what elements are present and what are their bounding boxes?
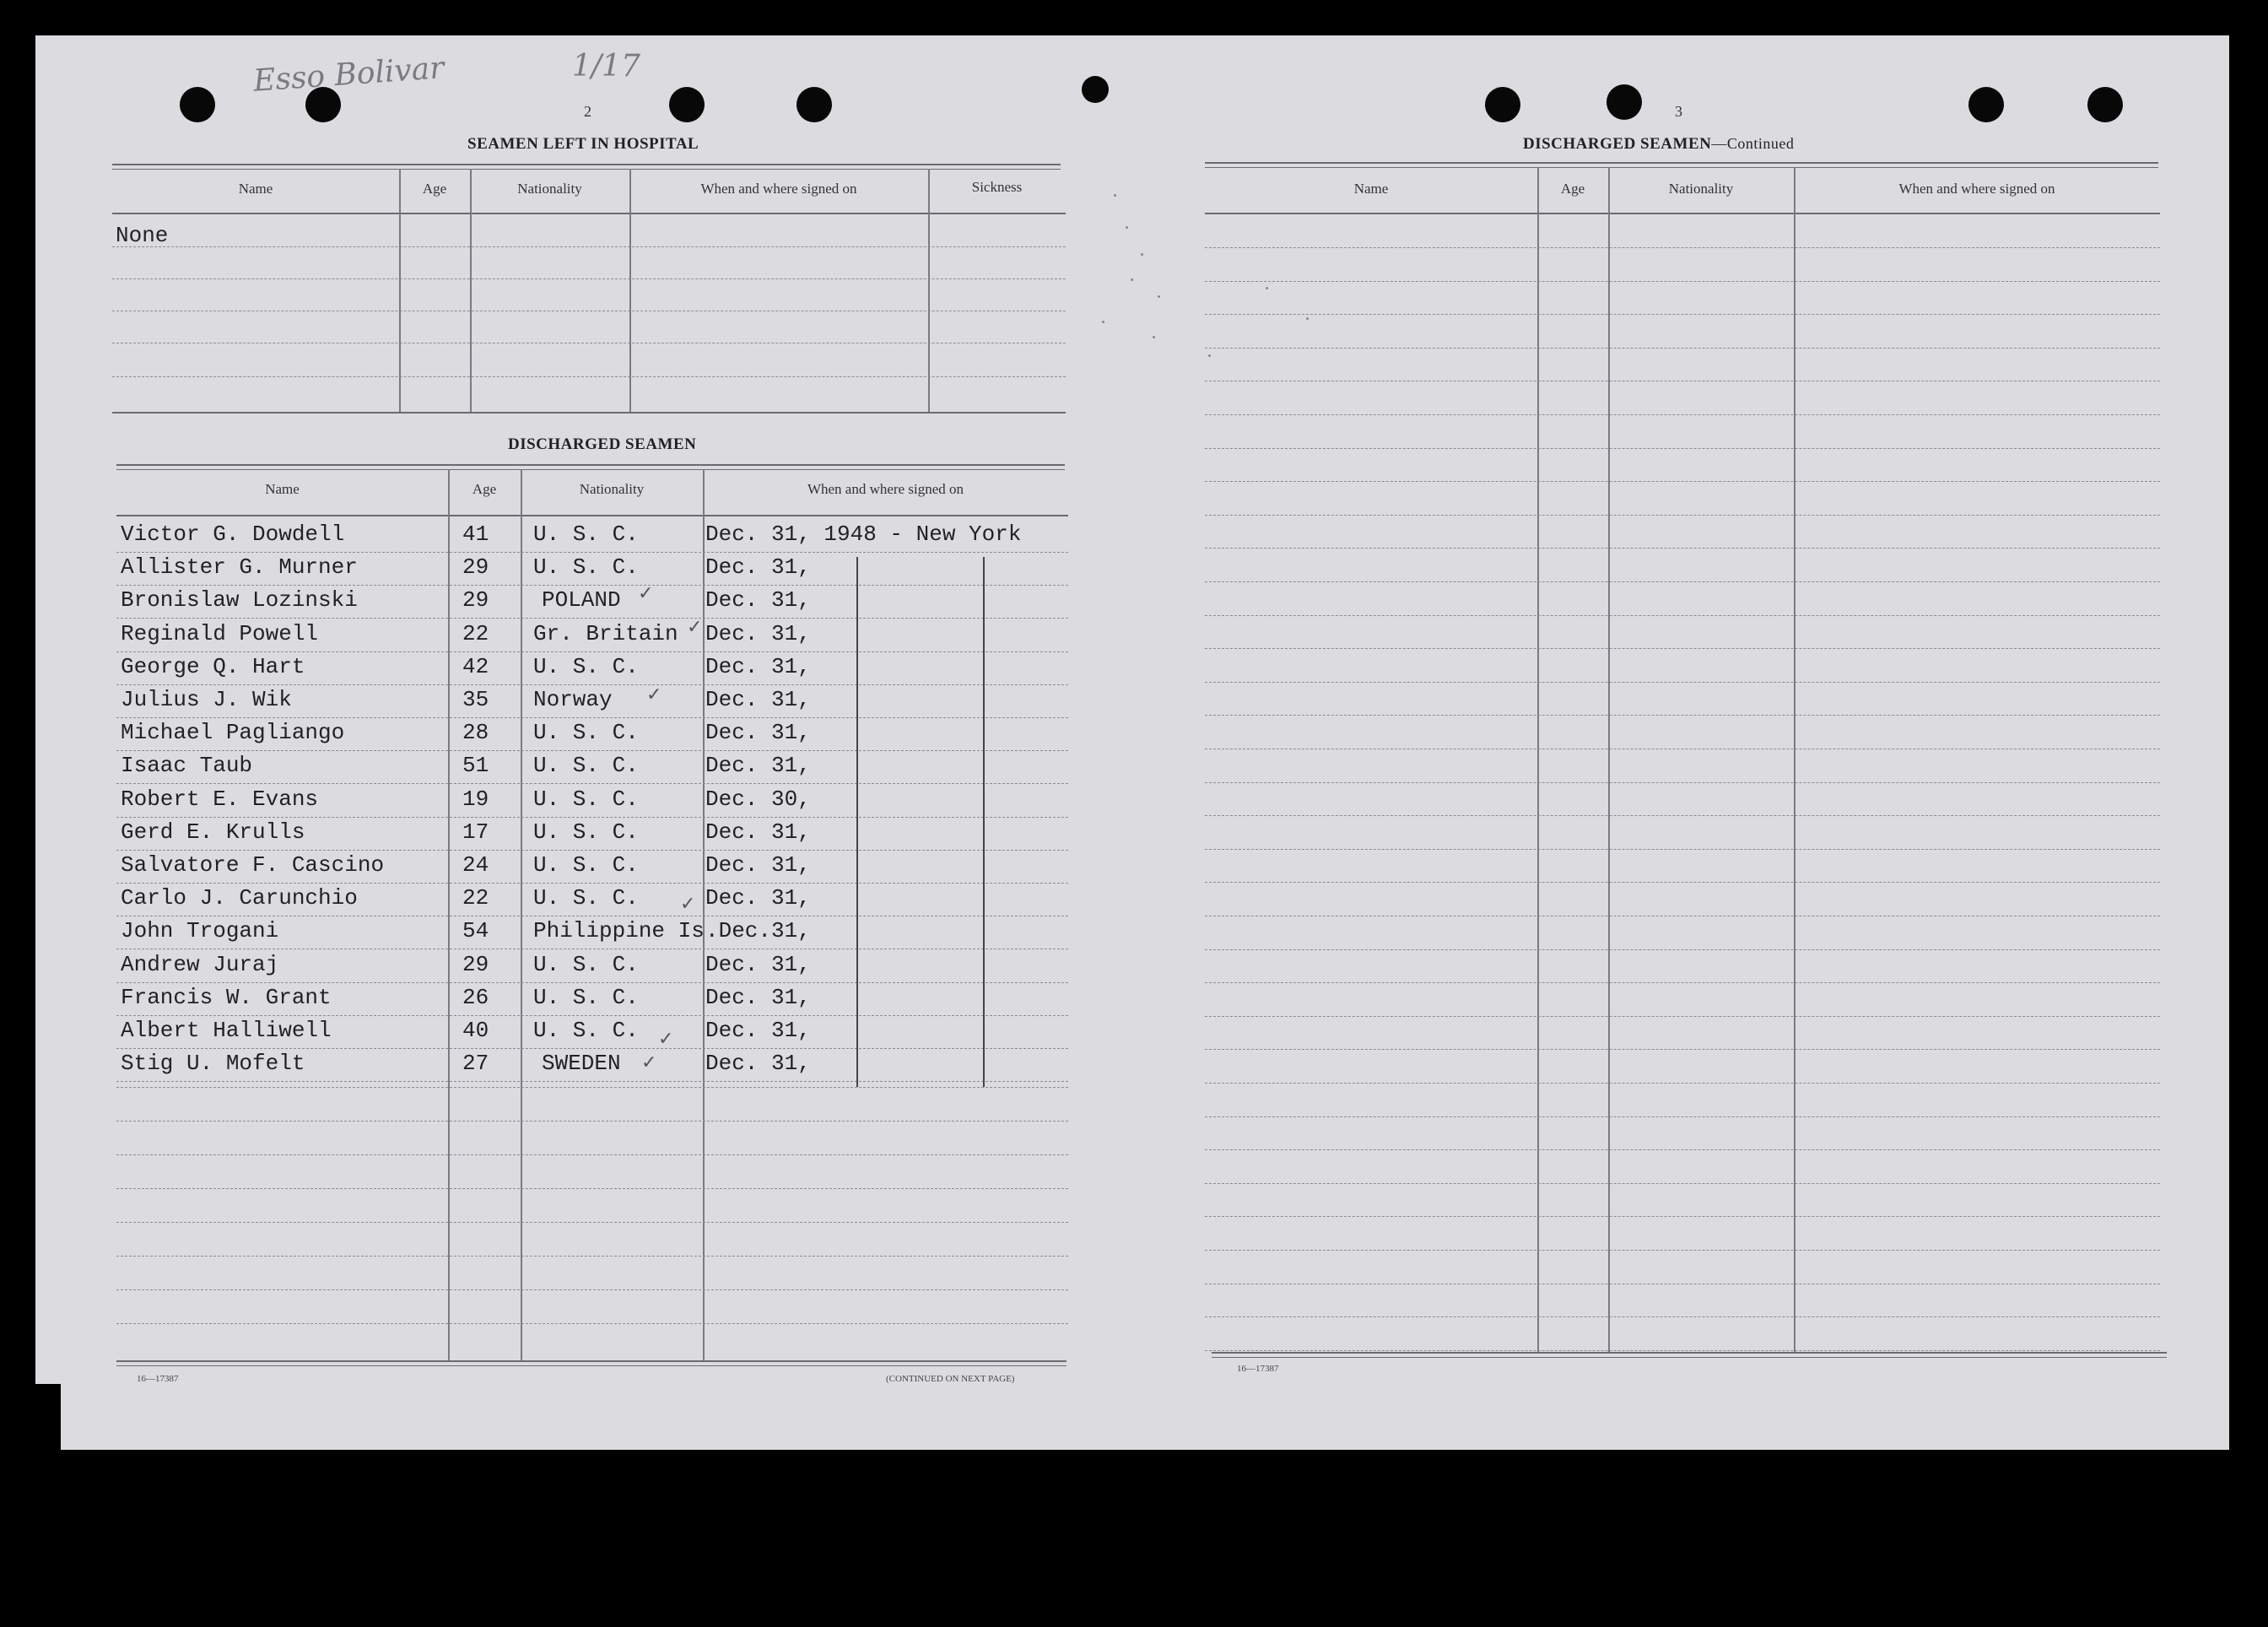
ditto-line [983, 557, 985, 1087]
check-mark: ✓ [638, 582, 654, 603]
row-nationality: U. S. C. [533, 554, 639, 581]
row-nationality: U. S. C. [533, 984, 639, 1010]
row-nationality: U. S. C. [533, 522, 639, 547]
row-line [1205, 1250, 2160, 1251]
row-line [116, 1048, 1068, 1049]
hospital-col-line [470, 169, 472, 412]
page-corner-cutout [35, 1384, 61, 1450]
hospital-header-rule [112, 213, 1066, 214]
right-header-nationality: Nationality [1668, 181, 1734, 197]
right-top-rule-2 [1205, 167, 2158, 168]
row-line [116, 1121, 1068, 1122]
row-age: 51 [462, 753, 489, 779]
row-line [116, 783, 1068, 784]
check-mark: ✓ [641, 1051, 657, 1073]
row-name: Salvatore F. Cascino [121, 852, 385, 878]
row-line [116, 817, 1068, 818]
row-age: 35 [462, 687, 489, 712]
hospital-row-line [112, 376, 1066, 377]
row-line [1205, 448, 2160, 449]
row-signed-on: Dec. 31, [705, 984, 811, 1010]
row-nationality: U. S. C. [533, 786, 639, 812]
speck [1126, 226, 1128, 229]
discharged-col-line [521, 469, 522, 1360]
row-nationality: U. S. C. [533, 951, 639, 977]
hospital-col-line [629, 169, 631, 412]
row-line [116, 585, 1068, 586]
row-nationality: U. S. C. [533, 653, 639, 679]
row-signed-on: Dec. 31, [705, 587, 811, 614]
row-age: 27 [462, 1051, 489, 1077]
discharged-header-rule [116, 515, 1068, 516]
hospital-row-line [112, 278, 1066, 279]
discharged-section-title: DISCHARGED SEAMEN [508, 435, 697, 453]
check-mark: ✓ [658, 1028, 674, 1049]
hospital-top-rule [112, 164, 1061, 165]
row-age: 54 [462, 918, 489, 944]
right-page-number: 3 [1675, 103, 1682, 120]
row-name: George Q. Hart [121, 653, 305, 679]
row-age: 29 [462, 554, 489, 581]
row-nationality: U. S. C. [533, 819, 639, 845]
right-title-main: DISCHARGED SEAMEN [1523, 135, 1712, 153]
row-line [116, 1222, 1068, 1223]
punch-hole [1082, 76, 1109, 103]
hospital-header-age: Age [422, 181, 447, 197]
row-name: Francis W. Grant [121, 984, 332, 1010]
right-header-age: Age [1560, 181, 1585, 197]
row-line [1205, 481, 2160, 482]
row-signed-on: Dec. 31, [705, 753, 811, 779]
row-signed-on: Dec. 31, [705, 1051, 811, 1077]
row-name: Robert E. Evans [121, 786, 319, 812]
row-age: 29 [462, 587, 489, 614]
row-line [116, 1289, 1068, 1290]
row-age: 29 [462, 951, 489, 977]
ditto-line [856, 557, 858, 1087]
speck [1141, 253, 1143, 256]
row-nationality: Philippine Is [533, 918, 705, 944]
check-mark: ✓ [687, 616, 703, 637]
row-line [1205, 1049, 2160, 1050]
right-form-number: 16—17387 [1237, 1364, 1279, 1374]
row-line [116, 651, 1068, 652]
right-col-line [1794, 167, 1796, 1352]
right-col-line [1537, 167, 1539, 1352]
row-line [1205, 949, 2160, 950]
row-name: Victor G. Dowdell [121, 522, 345, 547]
row-signed-on: Dec. 31, [705, 951, 811, 977]
row-age: 40 [462, 1018, 489, 1043]
row-age: 17 [462, 819, 489, 845]
row-line [116, 1154, 1068, 1155]
handwritten-date: 1/17 [572, 49, 640, 84]
row-name: Albert Halliwell [121, 1018, 332, 1043]
speck [1102, 321, 1104, 323]
row-line [116, 684, 1068, 685]
row-age: 26 [462, 984, 489, 1010]
row-nationality: POLAND [542, 587, 621, 614]
row-line [116, 1188, 1068, 1189]
discharged-top-rule [116, 464, 1065, 466]
punch-hole [180, 87, 215, 122]
right-col-line [1608, 167, 1610, 1352]
right-header-name: Name [1353, 181, 1389, 197]
speck [1158, 295, 1160, 298]
row-signed-on: Dec. 31, [705, 687, 811, 712]
row-line [116, 717, 1068, 718]
right-header-rule [1205, 213, 2160, 214]
discharged-bottom-rule [116, 1360, 1066, 1362]
punch-hole [1485, 87, 1520, 122]
hospital-section-title: SEAMEN LEFT IN HOSPITAL [467, 135, 699, 153]
row-line [116, 982, 1068, 983]
hospital-entry: None [116, 223, 169, 248]
row-line [1205, 882, 2160, 883]
punch-hole [1606, 84, 1642, 120]
row-signed-on: Dec. 31, [705, 554, 811, 581]
row-line [1205, 815, 2160, 816]
continued-note: (CONTINUED ON NEXT PAGE) [886, 1374, 1015, 1384]
speck [1153, 336, 1155, 338]
hospital-col-line [399, 169, 401, 412]
row-nationality: U. S. C. [533, 885, 639, 911]
row-age: 24 [462, 852, 489, 878]
row-line [1205, 314, 2160, 315]
hospital-header-signed-on: When and where signed on [700, 181, 857, 197]
right-title-continued: —Continued [1711, 135, 1795, 152]
row-nationality: U. S. C. [533, 1018, 639, 1043]
row-line [116, 850, 1068, 851]
row-signed-on: Dec. 31, [705, 620, 811, 646]
row-signed-on: Dec. 31, [705, 885, 811, 911]
hospital-col-line [928, 169, 930, 412]
row-line [1205, 715, 2160, 716]
row-name: Allister G. Murner [121, 554, 358, 581]
row-line [116, 1087, 1068, 1088]
discharged-header-age: Age [472, 481, 497, 497]
row-name: Isaac Taub [121, 753, 253, 779]
row-line [116, 618, 1068, 619]
check-mark: ✓ [646, 684, 662, 705]
row-signed-on: Dec. 31, [705, 819, 811, 845]
row-line [1205, 1316, 2160, 1317]
row-name: Bronislaw Lozinski [121, 587, 358, 614]
row-line [1205, 648, 2160, 649]
row-signed-on: .Dec.31, [705, 918, 811, 944]
row-name: Michael Pagliango [121, 720, 345, 746]
discharged-header-nationality: Nationality [579, 481, 645, 497]
hospital-row-line [112, 246, 1066, 247]
row-signed-on: Dec. 31, [705, 653, 811, 679]
discharged-header-name: Name [265, 481, 300, 497]
row-signed-on: Dec. 31, [705, 1018, 811, 1043]
row-line [116, 552, 1068, 553]
row-name: Andrew Juraj [121, 951, 279, 977]
row-nationality: U. S. C. [533, 753, 639, 779]
right-bottom-rule [1212, 1352, 2167, 1354]
row-line [1205, 682, 2160, 683]
punch-hole [2087, 87, 2123, 122]
right-header-signed-on: When and where signed on [1898, 181, 2055, 197]
speck [1114, 194, 1116, 197]
row-age: 19 [462, 786, 489, 812]
speck [1266, 287, 1268, 289]
row-line [1205, 782, 2160, 783]
row-age: 28 [462, 720, 489, 746]
right-top-rule [1205, 162, 2158, 164]
handwritten-ship-name: Esso Bolivar [251, 51, 446, 99]
row-line [1205, 1149, 2160, 1150]
row-line [1205, 1116, 2160, 1117]
row-name: John Trogani [121, 918, 279, 944]
row-line [1205, 348, 2160, 349]
row-line [116, 883, 1068, 884]
row-age: 41 [462, 522, 489, 547]
row-name: Gerd E. Krulls [121, 819, 305, 845]
row-line [116, 1256, 1068, 1257]
row-nationality: Gr. Britain [533, 620, 678, 646]
row-age: 42 [462, 653, 489, 679]
check-mark: ✓ [680, 893, 696, 914]
discharged-bottom-rule-2 [116, 1365, 1066, 1366]
speck [1131, 278, 1133, 281]
row-name: Julius J. Wik [121, 687, 292, 712]
row-line [116, 1015, 1068, 1016]
row-signed-on: Dec. 31, [705, 720, 811, 746]
discharged-col-line [703, 469, 705, 1360]
row-name: Carlo J. Carunchio [121, 885, 358, 911]
row-line [1205, 281, 2160, 282]
row-line [116, 1081, 1068, 1082]
row-line [1205, 1350, 2160, 1351]
row-age: 22 [462, 885, 489, 911]
right-section-title [1523, 135, 1794, 154]
row-line [1205, 414, 2160, 415]
row-line [1205, 515, 2160, 516]
row-nationality: SWEDEN [542, 1051, 621, 1077]
left-page-number: 2 [584, 103, 591, 120]
row-line [1205, 982, 2160, 983]
row-signed-on: Dec. 30, [705, 786, 811, 812]
row-name: Reginald Powell [121, 620, 319, 646]
row-nationality: U. S. C. [533, 852, 639, 878]
hospital-header-nationality: Nationality [517, 181, 582, 197]
speck [1306, 317, 1309, 320]
discharged-header-signed-on: When and where signed on [807, 481, 964, 497]
hospital-top-rule-2 [112, 169, 1061, 170]
discharged-col-line [448, 469, 450, 1360]
hospital-bottom-rule [112, 412, 1066, 414]
row-line [1205, 1216, 2160, 1217]
row-line [1205, 247, 2160, 248]
row-line [1205, 1016, 2160, 1017]
discharged-top-rule-2 [116, 469, 1065, 470]
punch-hole [669, 87, 705, 122]
row-line [1205, 1083, 2160, 1084]
hospital-header-name: Name [238, 181, 273, 197]
punch-hole [1968, 87, 2004, 122]
row-signed-on: Dec. 31, 1948 - New York [705, 522, 1022, 547]
row-line [1205, 1183, 2160, 1184]
row-line [116, 1323, 1068, 1324]
hospital-header-sickness: Sickness [971, 179, 1023, 195]
row-nationality: Norway [533, 687, 613, 712]
speck [1208, 354, 1211, 357]
row-signed-on: Dec. 31, [705, 852, 811, 878]
row-age: 22 [462, 620, 489, 646]
row-line [116, 750, 1068, 751]
row-line [1205, 849, 2160, 850]
punch-hole [796, 87, 832, 122]
row-line [1205, 615, 2160, 616]
row-nationality: U. S. C. [533, 720, 639, 746]
row-line [1205, 581, 2160, 582]
row-line [1205, 548, 2160, 549]
left-form-number: 16—17387 [137, 1374, 179, 1384]
right-bottom-rule-2 [1212, 1357, 2167, 1358]
row-name: Stig U. Mofelt [121, 1051, 305, 1077]
